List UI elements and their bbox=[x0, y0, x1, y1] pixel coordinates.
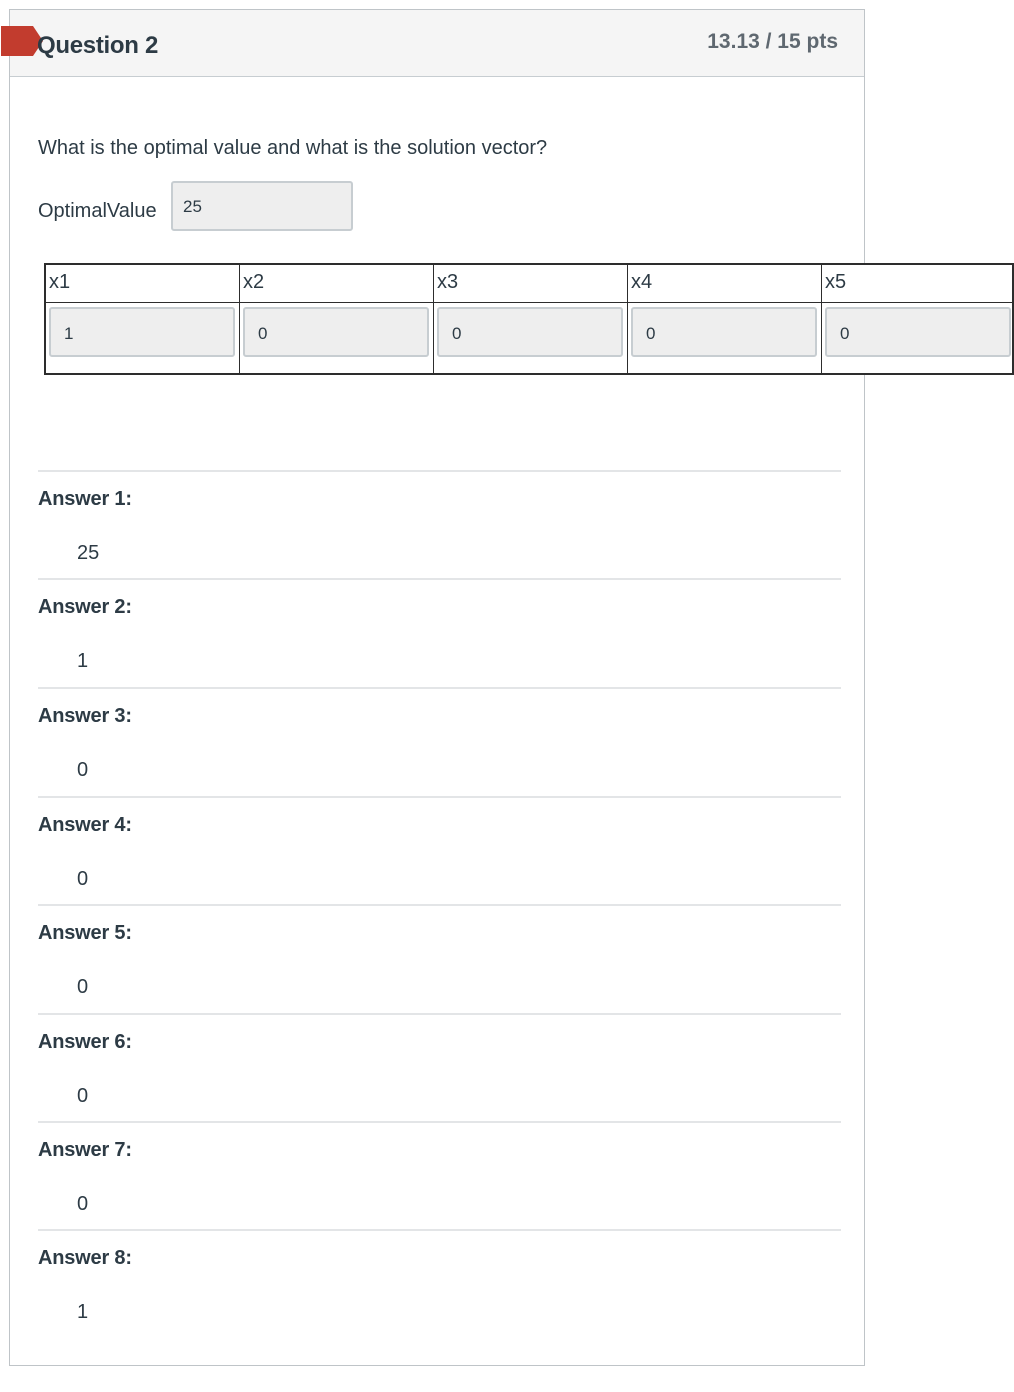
answer-row bbox=[38, 1121, 841, 1215]
answer-value: 25 bbox=[77, 542, 100, 564]
answer-row bbox=[38, 1013, 841, 1107]
answer-row bbox=[38, 578, 841, 672]
answer-value: 0 bbox=[77, 1193, 89, 1215]
answer-row bbox=[38, 796, 841, 890]
answer-label: Answer 1: bbox=[38, 488, 132, 510]
column-divider bbox=[627, 265, 628, 375]
answer-label: Answer 2: bbox=[38, 596, 132, 618]
vector-header-x5: x5 bbox=[825, 271, 847, 293]
vector-input-x1[interactable]: 1 bbox=[49, 307, 235, 357]
vector-input-x4[interactable]: 0 bbox=[631, 307, 817, 357]
answer-value: 1 bbox=[77, 650, 89, 672]
answer-row bbox=[38, 470, 841, 564]
vector-input-x2[interactable]: 0 bbox=[243, 307, 429, 357]
vector-header-x3: x3 bbox=[437, 271, 459, 293]
answer-row bbox=[38, 1229, 841, 1323]
answer-value: 0 bbox=[77, 759, 89, 781]
optimal-value-label: OptimalValue bbox=[38, 200, 157, 222]
column-divider bbox=[239, 265, 240, 375]
answer-value: 0 bbox=[77, 976, 89, 998]
question-header bbox=[10, 10, 864, 77]
question-title: Question 2 bbox=[37, 32, 159, 59]
vector-header-x2: x2 bbox=[243, 271, 265, 293]
vector-header-x1: x1 bbox=[49, 271, 71, 293]
column-divider bbox=[821, 265, 822, 375]
vector-table-header-row bbox=[46, 265, 1012, 303]
answer-row bbox=[38, 904, 841, 998]
answer-label: Answer 6: bbox=[38, 1031, 132, 1053]
column-divider bbox=[433, 265, 434, 375]
answer-row bbox=[38, 687, 841, 781]
optimal-value-input[interactable]: 25 bbox=[171, 181, 353, 231]
vector-header-x4: x4 bbox=[631, 271, 653, 293]
vector-input-x5[interactable]: 0 bbox=[825, 307, 1011, 357]
answer-label: Answer 8: bbox=[38, 1247, 132, 1269]
vector-table-frame bbox=[44, 263, 1014, 375]
answer-value: 0 bbox=[77, 1085, 89, 1107]
answer-value: 1 bbox=[77, 1301, 89, 1323]
question-card bbox=[9, 9, 865, 1366]
answer-label: Answer 3: bbox=[38, 705, 132, 727]
answer-value: 0 bbox=[77, 868, 89, 890]
vector-input-x3[interactable]: 0 bbox=[437, 307, 623, 357]
answer-label: Answer 7: bbox=[38, 1139, 132, 1161]
solution-vector-table bbox=[44, 263, 850, 375]
answer-label: Answer 4: bbox=[38, 814, 132, 836]
answer-label: Answer 5: bbox=[38, 922, 132, 944]
question-prompt: What is the optimal value and what is the solution vector? bbox=[38, 137, 548, 159]
question-points: 13.13 / 15 pts bbox=[707, 30, 838, 53]
